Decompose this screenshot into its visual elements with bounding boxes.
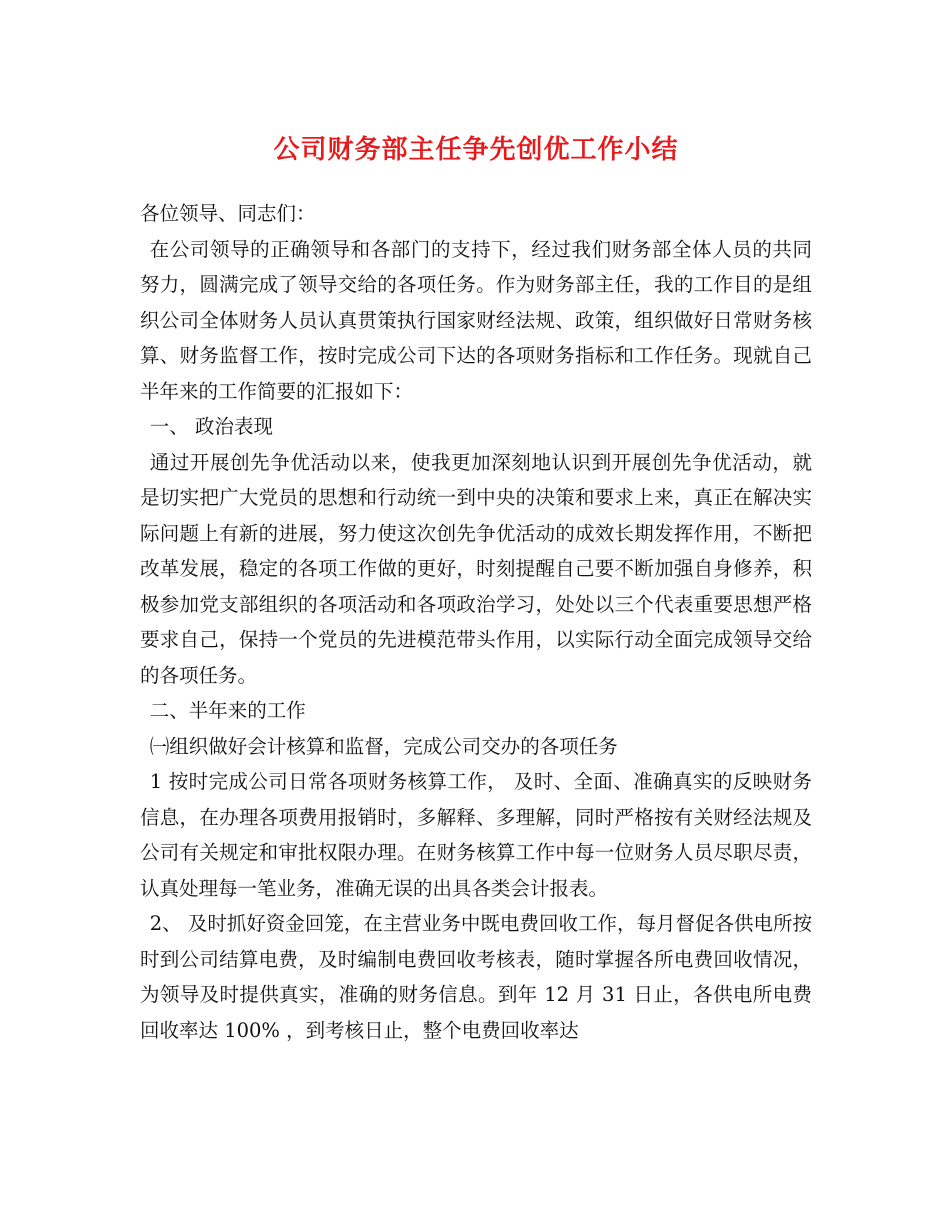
section-heading-work: 二、半年来的工作 — [149, 699, 306, 722]
paragraph-item-2: 2、 及时抓好资金回笼，在主营业务中既电费回收工作，每月督促各供电所按时到公司结算电费，及时编制电费回收考核表，随时掌握各所电费回收情况，为领导及时提供真实，准确的财务信息。到年 12 月 31 日止，各供电所电费回收率达 100% ，到考核日止，整个电费回收率达 — [140, 912, 812, 1042]
paragraph-political: 通过开展创先争优活动以来，使我更加深刻地认识到开展创先争优活动，就是切实把广大党员的思想和行动统一到中央的决策和要求上来，真正在解决实际问题上有新的进展，努力使这次创先争优活动的成效长期发挥作用，不断把改革发展，稳定的各项工作做的更好，时刻提醒自己要不断加强自身修养，积极参加党支部组织的各项活动和各项政治学习，处处以三个代表重要思想严格要求自己，保持一个党员的先进模范带头作用，以实际行动全面完成领导交给的各项任务。 — [140, 450, 812, 687]
document-body — [140, 196, 812, 1048]
document-title: 公司财务部主任争先创优工作小结 — [273, 135, 679, 165]
paragraph-item-1: 1 按时完成公司日常各项财务核算工作， 及时、全面、准确真实的反映财务信息，在办理各项费用报销时，多解释、多理解，同时严格按有关财经法规及公司有关规定和审批权限办理。在财务核算工作中每一位财务人员尽职尽责，认真处理每一笔业务，准确无误的出具各类会计报表。 — [140, 770, 812, 900]
section-heading-political: 一、 政治表现 — [149, 415, 273, 438]
subsection-heading-accounting: ㈠组织做好会计核算和监督，完成公司交办的各项任务 — [149, 734, 618, 758]
paragraph-intro: 在公司领导的正确领导和各部门的支持下，经过我们财务部全体人员的共同努力，圆满完成了领导交给的各项任务。作为财务部主任，我的工作目的是组织公司全体财务人员认真贯策执行国家财经法规、政策，组织做好日常财务核算、财务监督工作，按时完成公司下达的各项财务指标和工作任务。现就自己半年来的工作简要的汇报如下： — [140, 237, 812, 403]
salutation: 各位领导、同志们： — [140, 202, 316, 225]
